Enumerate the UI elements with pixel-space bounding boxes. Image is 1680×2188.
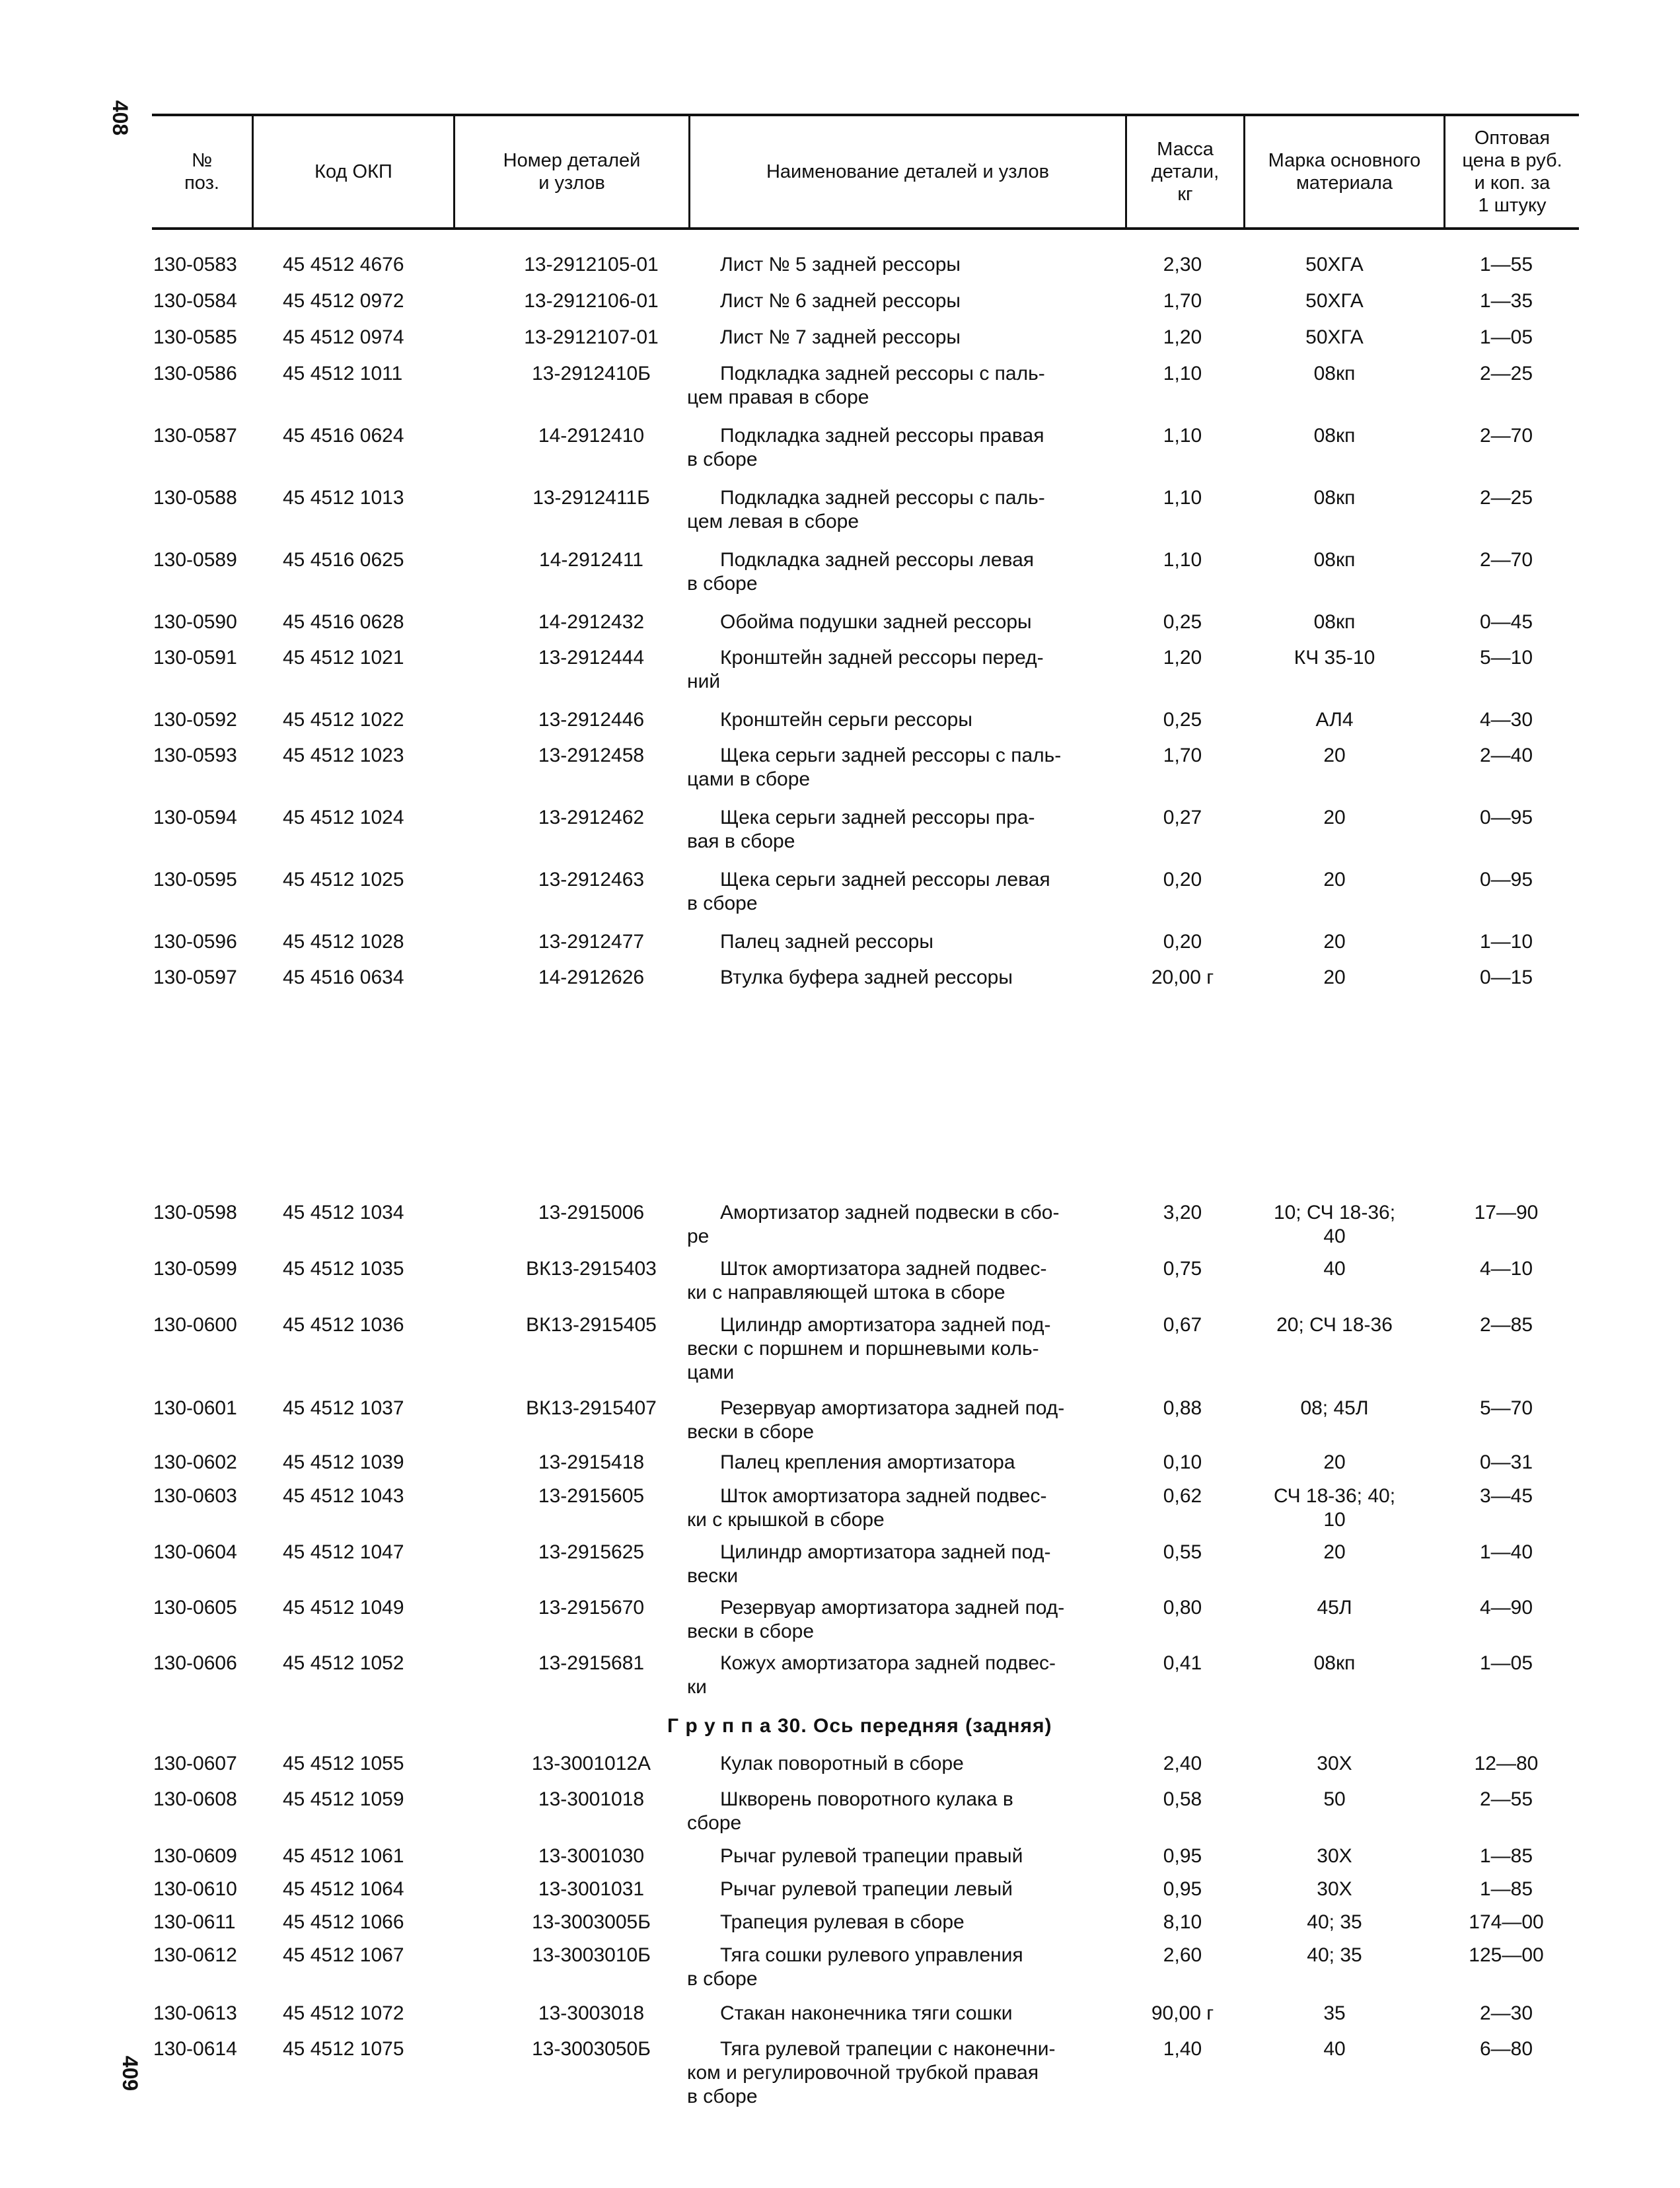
- part-price: 1—85: [1479, 1845, 1533, 1867]
- part-price: 5—10: [1479, 647, 1533, 669]
- part-price: 0—95: [1479, 807, 1533, 828]
- okp-code: 45 4512 1067: [283, 1944, 404, 1966]
- part-price: 1—85: [1479, 1878, 1533, 1900]
- part-mass: 1,70: [1163, 745, 1202, 766]
- part-name: Цилиндр амортизатора задней под- вески с поршнем и поршневыми коль- цами: [687, 1314, 1051, 1383]
- part-price: 12—80: [1474, 1753, 1539, 1774]
- part-position: 130-0601: [153, 1397, 237, 1419]
- part-price: 5—70: [1479, 1397, 1533, 1419]
- part-position: 130-0596: [153, 931, 237, 953]
- part-number: ВК13-2915403: [526, 1258, 657, 1280]
- part-material: 20: [1323, 745, 1346, 766]
- part-number: 13-2912411Б: [532, 487, 650, 509]
- part-name: Подкладка задней рессоры с паль- цем правая в сборе: [687, 363, 1045, 408]
- part-number: 14-2912432: [538, 611, 645, 633]
- okp-code: 45 4512 1013: [283, 487, 404, 509]
- part-material: 08кп: [1313, 1652, 1356, 1674]
- part-price: 1—40: [1479, 1541, 1533, 1563]
- part-price: 2—25: [1479, 363, 1533, 384]
- part-mass: 1,20: [1163, 326, 1202, 348]
- okp-code: 45 4512 1011: [283, 363, 403, 384]
- part-material: 35: [1323, 2002, 1346, 2024]
- okp-code: 45 4512 1072: [283, 2002, 404, 2024]
- part-material: 40: [1323, 2038, 1346, 2060]
- part-name: Палец задней рессоры: [720, 931, 933, 953]
- part-position: 130-0590: [153, 611, 237, 633]
- part-position: 130-0583: [153, 254, 237, 275]
- part-material: 45Л: [1317, 1597, 1352, 1619]
- part-name: Кронштейн задней рессоры перед- ний: [687, 647, 1044, 692]
- part-position: 130-0595: [153, 869, 237, 891]
- part-material: 20: [1323, 966, 1346, 988]
- part-name: Амортизатор задней подвески в сбо- ре: [687, 1202, 1060, 1247]
- part-price: 0—45: [1479, 611, 1533, 633]
- part-mass: 1,20: [1163, 647, 1202, 669]
- part-number: 14-2912411: [539, 549, 643, 571]
- part-material: 08кп: [1313, 425, 1356, 447]
- part-mass: 8,10: [1163, 1911, 1202, 1933]
- okp-code: 45 4516 0625: [283, 549, 404, 571]
- part-name: Лист № 5 задней рессоры: [720, 254, 961, 275]
- part-material: АЛ4: [1315, 709, 1354, 731]
- part-name: Шкворень поворотного кулака в сборе: [687, 1788, 1013, 1834]
- part-mass: 0,20: [1163, 931, 1202, 953]
- part-mass: 0,75: [1163, 1258, 1202, 1280]
- okp-code: 45 4512 1022: [283, 709, 404, 731]
- part-name: Тяга сошки рулевого управления в сборе: [687, 1944, 1023, 1990]
- okp-code: 45 4516 0624: [283, 425, 404, 447]
- part-position: 130-0613: [153, 2002, 237, 2024]
- part-name: Цилиндр амортизатора задней под- вески: [687, 1541, 1051, 1587]
- part-mass: 2,40: [1163, 1753, 1202, 1774]
- group-heading: Г р у п п а 30. Ось передняя (задняя): [667, 1715, 1052, 1737]
- part-number: 13-2915625: [538, 1541, 645, 1563]
- part-name: Тяга рулевой трапеции с наконечни- ком и регулировочной трубкой правая в сборе: [687, 2038, 1056, 2107]
- part-mass: 20,00 г: [1151, 966, 1214, 988]
- header-mass: Масса детали, кг: [1151, 139, 1220, 205]
- part-position: 130-0585: [153, 326, 237, 348]
- part-material: 20: [1323, 869, 1346, 891]
- part-mass: 3,20: [1163, 1202, 1202, 1223]
- part-material: СЧ 18-36; 40; 10: [1273, 1485, 1396, 1531]
- part-material: 20: [1323, 931, 1346, 953]
- part-name: Лист № 7 задней рессоры: [720, 326, 961, 348]
- part-material: 10; СЧ 18-36; 40: [1273, 1202, 1396, 1247]
- part-position: 130-0603: [153, 1485, 237, 1507]
- part-position: 130-0606: [153, 1652, 237, 1674]
- header-price: Оптовая цена в руб. и коп. за 1 штуку: [1462, 128, 1562, 216]
- okp-code: 45 4516 0634: [283, 966, 404, 988]
- part-material: 50: [1323, 1788, 1346, 1810]
- part-price: 2—70: [1479, 425, 1533, 447]
- okp-code: 45 4512 1036: [283, 1314, 404, 1336]
- part-mass: 1,40: [1163, 2038, 1202, 2060]
- part-position: 130-0612: [153, 1944, 237, 1966]
- okp-code: 45 4512 1064: [283, 1878, 404, 1900]
- part-number: 13-2912477: [538, 931, 645, 953]
- part-mass: 0,58: [1163, 1788, 1202, 1810]
- okp-code: 45 4512 1043: [283, 1485, 404, 1507]
- part-price: 1—10: [1479, 931, 1533, 953]
- part-position: 130-0584: [153, 290, 237, 312]
- part-number: 13-3001030: [538, 1845, 645, 1867]
- okp-code: 45 4512 1025: [283, 869, 404, 891]
- part-mass: 1,10: [1163, 487, 1202, 509]
- part-material: 50ХГА: [1305, 290, 1364, 312]
- part-material: 30Х: [1317, 1753, 1352, 1774]
- okp-code: 45 4512 1034: [283, 1202, 404, 1223]
- part-position: 130-0588: [153, 487, 237, 509]
- okp-code: 45 4512 1021: [283, 647, 404, 669]
- part-position: 130-0586: [153, 363, 237, 384]
- part-name: Втулка буфера задней рессоры: [720, 966, 1013, 988]
- part-name: Рычаг рулевой трапеции левый: [720, 1878, 1013, 1900]
- part-material: 08кп: [1313, 363, 1356, 384]
- part-number: 13-2915605: [538, 1485, 645, 1507]
- okp-code: 45 4512 1028: [283, 931, 404, 953]
- part-position: 130-0602: [153, 1451, 237, 1473]
- part-material: 40: [1323, 1258, 1346, 1280]
- part-number: 13-2915418: [538, 1451, 645, 1473]
- part-material: КЧ 35-10: [1294, 647, 1375, 669]
- part-price: 1—55: [1479, 254, 1533, 275]
- header-pos: № поз.: [184, 150, 219, 194]
- part-position: 130-0597: [153, 966, 237, 988]
- part-price: 2—30: [1479, 2002, 1533, 2024]
- part-price: 1—05: [1479, 1652, 1533, 1674]
- part-price: 0—95: [1479, 869, 1533, 891]
- part-price: 6—80: [1479, 2038, 1533, 2060]
- okp-code: 45 4512 4676: [283, 254, 404, 275]
- part-material: 08кп: [1313, 549, 1356, 571]
- part-number: 13-2912446: [538, 709, 645, 731]
- part-position: 130-0614: [153, 2038, 237, 2060]
- part-name: Лист № 6 задней рессоры: [720, 290, 961, 312]
- part-position: 130-0605: [153, 1597, 237, 1619]
- part-name: Резервуар амортизатора задней под- вески в сборе: [687, 1597, 1065, 1642]
- part-position: 130-0608: [153, 1788, 237, 1810]
- part-name: Подкладка задней рессоры левая в сборе: [687, 549, 1035, 595]
- okp-code: 45 4512 1055: [283, 1753, 404, 1774]
- okp-code: 45 4512 1035: [283, 1258, 404, 1280]
- part-price: 1—35: [1479, 290, 1533, 312]
- part-mass: 1,10: [1163, 425, 1202, 447]
- okp-code: 45 4512 1061: [283, 1845, 404, 1867]
- part-number: 13-2912106-01: [524, 290, 659, 312]
- part-number: 13-2912410Б: [532, 363, 651, 384]
- part-name: Рычаг рулевой трапеции правый: [720, 1845, 1023, 1867]
- part-number: 13-3003018: [538, 2002, 645, 2024]
- part-name: Стакан наконечника тяги сошки: [720, 2002, 1013, 2024]
- part-position: 130-0587: [153, 425, 237, 447]
- header-okp-code: Код ОКП: [314, 161, 392, 182]
- part-price: 17—90: [1474, 1202, 1539, 1223]
- part-mass: 1,10: [1163, 363, 1202, 384]
- okp-code: 45 4512 0972: [283, 290, 404, 312]
- part-name: Щека серьги задней рессоры пра- вая в сборе: [687, 807, 1035, 852]
- part-price: 174—00: [1469, 1911, 1544, 1933]
- page-number-bottom: 409: [118, 2055, 143, 2092]
- part-position: 130-0600: [153, 1314, 237, 1336]
- part-material: 20: [1323, 1541, 1346, 1563]
- part-number: 13-3001031: [538, 1878, 645, 1900]
- part-material: 40; 35: [1307, 1911, 1362, 1933]
- header-material: Марка основного материала: [1268, 150, 1421, 194]
- part-price: 2—70: [1479, 549, 1533, 571]
- part-position: 130-0599: [153, 1258, 237, 1280]
- part-position: 130-0589: [153, 549, 237, 571]
- header-bottom-rule: [152, 227, 1579, 230]
- part-position: 130-0609: [153, 1845, 237, 1867]
- part-mass: 0,27: [1163, 807, 1202, 828]
- part-price: 2—55: [1479, 1788, 1533, 1810]
- header-part-number: Номер деталей и узлов: [503, 150, 641, 194]
- part-position: 130-0598: [153, 1202, 237, 1223]
- okp-code: 45 4512 1075: [283, 2038, 404, 2060]
- part-price: 2—85: [1479, 1314, 1533, 1336]
- part-price: 2—25: [1479, 487, 1533, 509]
- okp-code: 45 4516 0628: [283, 611, 404, 633]
- part-material: 08кп: [1313, 487, 1356, 509]
- header-part-name: Наименование деталей и узлов: [766, 161, 1050, 182]
- part-name: Обойма подушки задней рессоры: [720, 611, 1032, 633]
- okp-code: 45 4512 0974: [283, 326, 404, 348]
- part-mass: 0,55: [1163, 1541, 1202, 1563]
- page-number-top: 408: [108, 100, 133, 136]
- part-name: Кулак поворотный в сборе: [720, 1753, 964, 1774]
- part-mass: 0,25: [1163, 611, 1202, 633]
- okp-code: 45 4512 1047: [283, 1541, 404, 1563]
- okp-code: 45 4512 1023: [283, 745, 404, 766]
- part-name: Подкладка задней рессоры правая в сборе: [687, 425, 1044, 470]
- part-price: 4—90: [1479, 1597, 1533, 1619]
- part-number: 13-2915670: [538, 1597, 645, 1619]
- part-material: 20; СЧ 18-36: [1276, 1314, 1393, 1336]
- part-number: 13-3001012А: [531, 1753, 651, 1774]
- part-name: Шток амортизатора задней подвес- ки с направляющей штока в сборе: [687, 1258, 1047, 1303]
- part-position: 130-0591: [153, 647, 237, 669]
- part-position: 130-0592: [153, 709, 237, 731]
- part-mass: 0,62: [1163, 1485, 1202, 1507]
- part-mass: 90,00 г: [1151, 2002, 1214, 2024]
- part-mass: 0,20: [1163, 869, 1202, 891]
- part-number: ВК13-2915407: [526, 1397, 657, 1419]
- part-mass: 0,95: [1163, 1845, 1202, 1867]
- okp-code: 45 4512 1037: [283, 1397, 404, 1419]
- okp-code: 45 4512 1049: [283, 1597, 404, 1619]
- part-price: 125—00: [1469, 1944, 1544, 1966]
- part-position: 130-0610: [153, 1878, 237, 1900]
- part-number: 13-2915006: [538, 1202, 645, 1223]
- okp-code: 45 4512 1024: [283, 807, 404, 828]
- part-material: 30Х: [1317, 1878, 1352, 1900]
- part-price: 2—40: [1479, 745, 1533, 766]
- part-number: 13-3003010Б: [532, 1944, 651, 1966]
- part-price: 0—31: [1479, 1451, 1533, 1473]
- part-position: 130-0607: [153, 1753, 237, 1774]
- part-number: 13-3003050Б: [532, 2038, 651, 2060]
- part-position: 130-0594: [153, 807, 237, 828]
- part-material: 08кп: [1313, 611, 1356, 633]
- part-material: 20: [1323, 1451, 1346, 1473]
- part-mass: 0,10: [1163, 1451, 1202, 1473]
- part-number: 13-2912458: [538, 745, 645, 766]
- part-name: Кронштейн серьги рессоры: [720, 709, 972, 731]
- part-name: Шток амортизатора задней подвес- ки с крышкой в сборе: [687, 1485, 1047, 1531]
- part-position: 130-0611: [153, 1911, 236, 1933]
- part-price: 0—15: [1479, 966, 1533, 988]
- part-mass: 0,95: [1163, 1878, 1202, 1900]
- part-name: Палец крепления амортизатора: [720, 1451, 1015, 1473]
- part-number: 14-2912626: [538, 966, 645, 988]
- part-material: 40; 35: [1307, 1944, 1362, 1966]
- part-number: 13-2915681: [538, 1652, 645, 1674]
- part-number: 13-3003005Б: [532, 1911, 651, 1933]
- part-number: 13-2912444: [538, 647, 645, 669]
- part-mass: 0,41: [1163, 1652, 1202, 1674]
- part-number: 13-2912463: [538, 869, 645, 891]
- part-price: 3—45: [1479, 1485, 1533, 1507]
- part-mass: 2,30: [1163, 254, 1202, 275]
- part-mass: 0,80: [1163, 1597, 1202, 1619]
- part-name: Щека серьги задней рессоры левая в сборе: [687, 869, 1050, 914]
- part-name: Щека серьги задней рессоры с паль- цами в сборе: [687, 745, 1062, 790]
- part-name: Подкладка задней рессоры с паль- цем левая в сборе: [687, 487, 1045, 532]
- part-name: Трапеция рулевая в сборе: [720, 1911, 965, 1933]
- part-price: 4—10: [1479, 1258, 1533, 1280]
- part-mass: 0,25: [1163, 709, 1202, 731]
- part-name: Резервуар амортизатора задней под- вески в сборе: [687, 1397, 1065, 1443]
- part-material: 08; 45Л: [1300, 1397, 1369, 1419]
- part-price: 4—30: [1479, 709, 1533, 731]
- part-name: Кожух амортизатора задней подвес- ки: [687, 1652, 1056, 1698]
- part-mass: 1,10: [1163, 549, 1202, 571]
- part-number: 13-2912107-01: [524, 326, 659, 348]
- part-number: 13-2912462: [538, 807, 645, 828]
- okp-code: 45 4512 1039: [283, 1451, 404, 1473]
- part-mass: 2,60: [1163, 1944, 1202, 1966]
- part-material: 50ХГА: [1305, 326, 1364, 348]
- okp-code: 45 4512 1066: [283, 1911, 404, 1933]
- part-number: 13-3001018: [538, 1788, 645, 1810]
- part-price: 1—05: [1479, 326, 1533, 348]
- okp-code: 45 4512 1059: [283, 1788, 404, 1810]
- part-mass: 1,70: [1163, 290, 1202, 312]
- okp-code: 45 4512 1052: [283, 1652, 404, 1674]
- part-number: 14-2912410: [538, 425, 645, 447]
- part-number: 13-2912105-01: [524, 254, 659, 275]
- part-position: 130-0604: [153, 1541, 237, 1563]
- part-mass: 0,88: [1163, 1397, 1202, 1419]
- part-mass: 0,67: [1163, 1314, 1202, 1336]
- part-material: 50ХГА: [1305, 254, 1364, 275]
- part-position: 130-0593: [153, 745, 237, 766]
- part-number: ВК13-2915405: [526, 1314, 657, 1336]
- part-material: 20: [1323, 807, 1346, 828]
- part-material: 30Х: [1317, 1845, 1352, 1867]
